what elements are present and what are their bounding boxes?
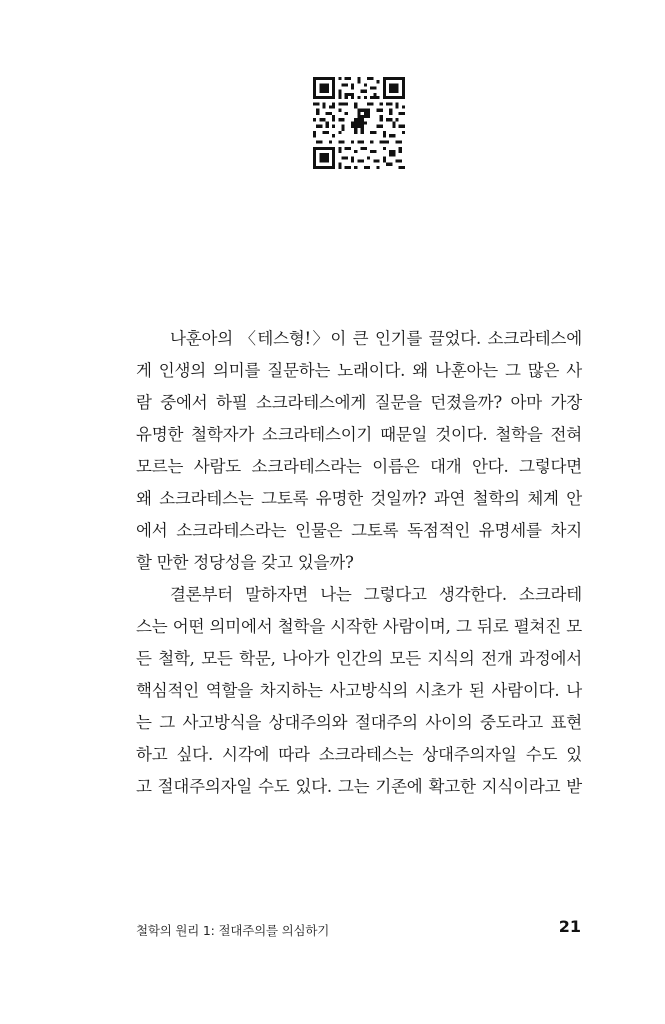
paragraph [136, 323, 582, 579]
text-line: 게 인생의 의미를 질문하는 노래이다. 왜 나훈아는 그 많은 사 [136, 361, 582, 380]
text-line: 람 중에서 하필 소크라테스에게 질문을 던졌을까? 아마 가장 [136, 393, 582, 412]
paragraph [136, 579, 582, 803]
page-number: 21 [558, 917, 581, 936]
text-line: 고 절대주의자일 수도 있다. 그는 기존에 확고한 지식이라고 받 [136, 777, 582, 796]
text-line: 스는 어떤 의미에서 철학을 시작한 사람이며, 그 뒤로 펼쳐진 모 [136, 617, 582, 636]
qr-code[interactable] [313, 77, 405, 169]
text-line: 왜 소크라테스는 그토록 유명한 것일까? 과연 철학의 체계 안 [136, 489, 582, 508]
text-line: 나훈아의 〈테스형!〉이 큰 인기를 끌었다. 소크라테스에 [170, 329, 582, 348]
text-line: 결론부터 말하자면 나는 그렇다고 생각한다. 소크라테 [170, 585, 582, 604]
text-line: 할 만한 정당성을 갖고 있을까? [136, 553, 354, 572]
text-line: 모르는 사람도 소크라테스라는 이름은 대개 안다. 그렇다면 [136, 457, 582, 476]
dinosaur-qr-code-icon [313, 77, 405, 169]
text-line: 하고 싶다. 시각에 따라 소크라테스는 상대주의자일 수도 있 [136, 745, 582, 764]
text-line: 에서 소크라테스라는 인물은 그토록 독점적인 유명세를 차지 [136, 521, 582, 540]
text-line: 유명한 철학자가 소크라테스이기 때문일 것이다. 철학을 전혀 [136, 425, 582, 444]
text-line: 핵심적인 역할을 차지하는 사고방식의 시초가 된 사람이다. 나 [136, 681, 582, 700]
running-footer-title: 철학의 원리 1: 절대주의를 의심하기 [136, 923, 330, 938]
text-line: 든 철학, 모든 학문, 나아가 인간의 모든 지식의 전개 과정에서 [136, 649, 582, 668]
text-line: 는 그 사고방식을 상대주의와 절대주의 사이의 중도라고 표현 [136, 713, 582, 732]
body-text [136, 323, 582, 803]
